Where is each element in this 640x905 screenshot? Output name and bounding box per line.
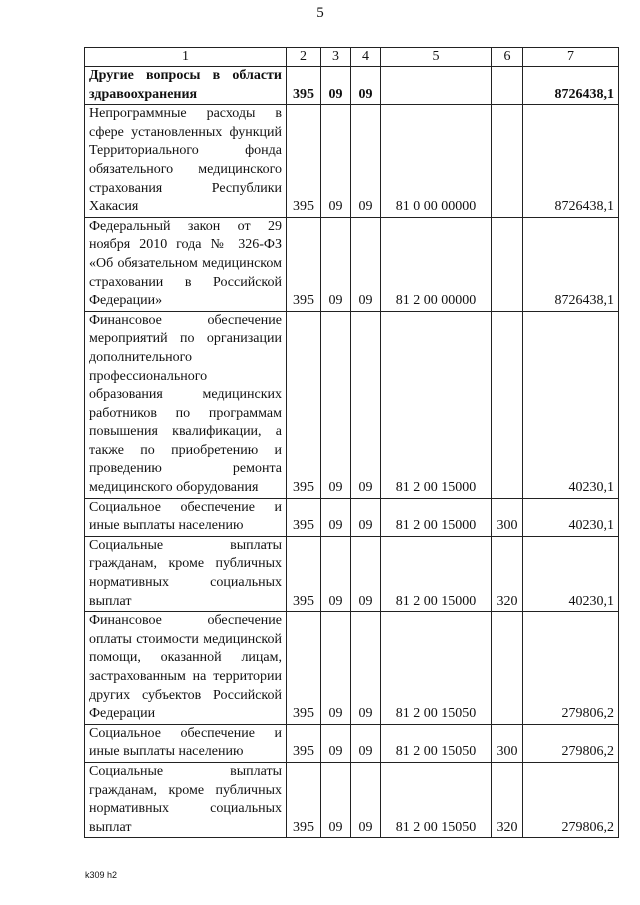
row-code-3: 09 <box>321 762 351 837</box>
column-header: 5 <box>381 48 492 67</box>
row-code-3: 09 <box>321 498 351 536</box>
table-row <box>85 105 619 218</box>
table-row <box>85 498 619 536</box>
row-code-3: 09 <box>321 217 351 311</box>
column-header: 3 <box>321 48 351 67</box>
row-code-2: 395 <box>287 762 321 837</box>
row-code-6 <box>492 67 523 105</box>
row-code-3: 09 <box>321 724 351 762</box>
row-code-3: 09 <box>321 311 351 498</box>
row-code-4: 09 <box>351 217 381 311</box>
row-code-4: 09 <box>351 724 381 762</box>
row-code-6 <box>492 311 523 498</box>
row-amount: 40230,1 <box>523 536 619 611</box>
row-code-3: 09 <box>321 612 351 725</box>
row-code-2: 395 <box>287 498 321 536</box>
row-code-5: 81 2 00 15050 <box>381 724 492 762</box>
row-amount: 40230,1 <box>523 311 619 498</box>
row-code-4: 09 <box>351 67 381 105</box>
row-code-2: 395 <box>287 311 321 498</box>
row-name: Финансовое обеспечение оплаты стоимости медицинской помощи, оказанной лицам, застрахованным на территории других субъектов Российской Федерации <box>85 612 287 725</box>
row-code-5: 81 2 00 15000 <box>381 536 492 611</box>
row-amount: 8726438,1 <box>523 217 619 311</box>
row-code-6: 300 <box>492 498 523 536</box>
row-code-5: 81 2 00 15000 <box>381 311 492 498</box>
column-header: 4 <box>351 48 381 67</box>
row-name: Социальное обеспечение и иные выплаты населению <box>85 498 287 536</box>
row-code-2: 395 <box>287 536 321 611</box>
row-code-4: 09 <box>351 536 381 611</box>
row-name: Социальное обеспечение и иные выплаты населению <box>85 724 287 762</box>
row-name: Социальные выплаты гражданам, кроме публичных нормативных социальных выплат <box>85 762 287 837</box>
row-code-5: 81 2 00 15050 <box>381 762 492 837</box>
row-code-3: 09 <box>321 536 351 611</box>
row-code-4: 09 <box>351 311 381 498</box>
row-code-6: 320 <box>492 762 523 837</box>
page-number: 5 <box>316 5 324 21</box>
row-code-5: 81 2 00 00000 <box>381 217 492 311</box>
row-code-6: 320 <box>492 536 523 611</box>
row-name: Федеральный закон от 29 ноября 2010 года № 326-ФЗ «Об обязательном медицинском страховании в Российской Федерации» <box>85 217 287 311</box>
table-row <box>85 724 619 762</box>
row-amount: 8726438,1 <box>523 67 619 105</box>
row-code-2: 395 <box>287 612 321 725</box>
table-row <box>85 762 619 837</box>
row-code-6 <box>492 612 523 725</box>
table-row <box>85 67 619 105</box>
row-code-4: 09 <box>351 105 381 218</box>
row-amount: 8726438,1 <box>523 105 619 218</box>
row-amount: 279806,2 <box>523 724 619 762</box>
row-code-6: 300 <box>492 724 523 762</box>
document-code: k309 h2 <box>85 870 118 880</box>
budget-table <box>84 47 619 838</box>
row-code-2: 395 <box>287 105 321 218</box>
table-row <box>85 612 619 725</box>
row-amount: 40230,1 <box>523 498 619 536</box>
row-amount: 279806,2 <box>523 762 619 837</box>
row-code-4: 09 <box>351 612 381 725</box>
row-code-5 <box>381 67 492 105</box>
row-code-4: 09 <box>351 762 381 837</box>
table-row <box>85 217 619 311</box>
table-row <box>85 311 619 498</box>
row-code-2: 395 <box>287 724 321 762</box>
row-code-6 <box>492 105 523 218</box>
row-code-2: 395 <box>287 217 321 311</box>
table-row <box>85 536 619 611</box>
column-header: 2 <box>287 48 321 67</box>
row-code-2: 395 <box>287 67 321 105</box>
row-amount: 279806,2 <box>523 612 619 725</box>
row-code-3: 09 <box>321 105 351 218</box>
row-name: Социальные выплаты гражданам, кроме публичных нормативных социальных выплат <box>85 536 287 611</box>
row-name: Финансовое обеспечение мероприятий по организации дополнительного профессионального образования медицинских работников по программам повышения квалификации, а также по приобретению и проведению ремонта медицинского оборудования <box>85 311 287 498</box>
row-name: Непрограммные расходы в сфере установленных функций Территориального фонда обязательного медицинского страхования Республики Хакасия <box>85 105 287 218</box>
table-header-row <box>85 48 619 67</box>
column-header: 7 <box>523 48 619 67</box>
row-code-3: 09 <box>321 67 351 105</box>
row-code-5: 81 2 00 15050 <box>381 612 492 725</box>
column-header: 1 <box>85 48 287 67</box>
row-code-4: 09 <box>351 498 381 536</box>
row-code-5: 81 2 00 15000 <box>381 498 492 536</box>
row-name: Другие вопросы в области здравоохранения <box>85 67 287 105</box>
row-code-6 <box>492 217 523 311</box>
row-code-5: 81 0 00 00000 <box>381 105 492 218</box>
column-header: 6 <box>492 48 523 67</box>
